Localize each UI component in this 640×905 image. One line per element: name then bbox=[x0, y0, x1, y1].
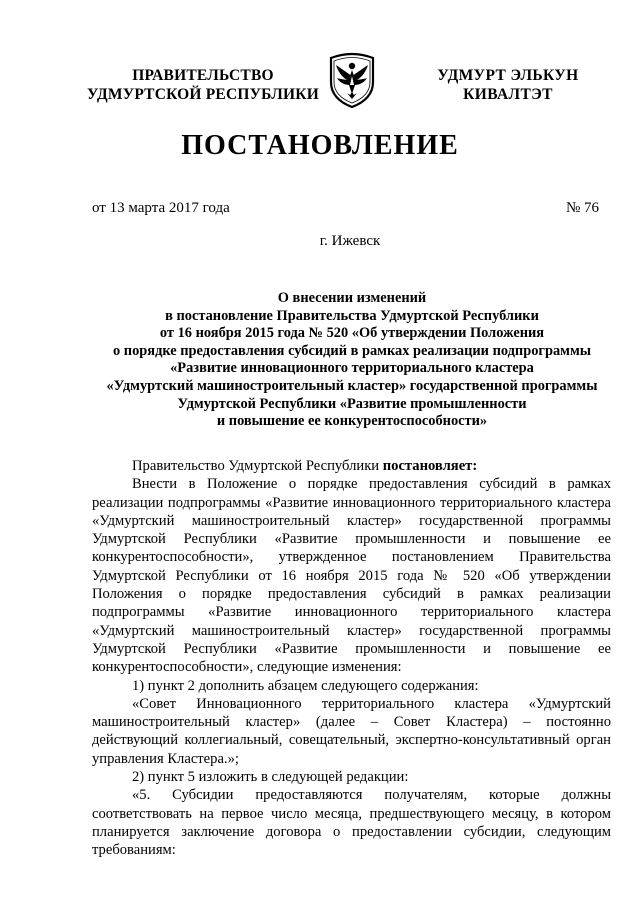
document-body bbox=[92, 457, 611, 860]
header-right-line2: КИВАЛТЭТ bbox=[463, 86, 553, 103]
subject-line: «Удмуртский машиностроительный кластер» государственной программы bbox=[106, 377, 598, 394]
document-subject bbox=[60, 290, 640, 431]
header-left-line2: УДМУРТСКОЙ РЕСПУБЛИКИ bbox=[87, 86, 319, 103]
subject-line: Удмуртской Республики «Развитие промышленности bbox=[177, 395, 527, 412]
document-date: от 13 марта 2017 года bbox=[92, 200, 230, 216]
header-left-line1: ПРАВИТЕЛЬСТВО bbox=[132, 67, 274, 84]
body-intro bbox=[92, 457, 611, 475]
subject-line: О внесении изменений bbox=[277, 290, 427, 306]
header-right-line1: УДМУРТ ЭЛЬКУН bbox=[437, 67, 579, 84]
document-city: г. Ижевск bbox=[319, 233, 381, 249]
body-paragraph: 2) пункт 5 изложить в следующей редакции: bbox=[132, 769, 409, 786]
body-paragraph: 1) пункт 2 дополнить абзацем следующего содержания: bbox=[132, 677, 479, 694]
header-right bbox=[424, 66, 592, 104]
subject-line: от 16 ноября 2015 года № 520 «Об утверждении Положения bbox=[159, 325, 545, 342]
subject-line: и повышение ее конкурентоспособности» bbox=[216, 413, 488, 430]
coat-of-arms-icon bbox=[327, 52, 377, 108]
document-number: № 76 bbox=[565, 200, 599, 216]
header-left bbox=[85, 66, 321, 104]
body-paragraph: Внести в Положение о порядке предоставления субсидий в рамках реализации подпрограммы «Развитие инновационного территориального кластера «Удмуртский машиностроительный кластер» государственной программы Удмуртской Республики «Развитие промышленности и повышение ее конкурентоспособности», утвержденное постановлением Правительства Удмуртской Республики от 16 ноября 2015 года № 520 «Об утверждении Положения о порядке предоставления субсидий в рамках реализации подпрограммы «Развитие инновационного территориального кластера «Удмуртский машиностроительный кластер» государственной программы Удмуртской Республики «Развитие промышленности и повышение ее конкурентоспособности», следующие изменения: bbox=[92, 476, 611, 676]
body-paragraph: «Совет Инновационного территориального кластера «Удмуртский машиностроительный кластер» (далее – Совет Кластера) – постоянно действующий коллегиальный, совещательный, экспертно-консультативный орган управления Кластера.»; bbox=[92, 695, 611, 767]
intro-resolves: постановляет: bbox=[382, 458, 478, 474]
subject-line: «Развитие инновационного территориального кластера bbox=[170, 360, 534, 377]
subject-line: о порядке предоставления субсидий в рамках реализации подпрограммы bbox=[113, 342, 591, 359]
subject-line: в постановление Правительства Удмуртской Республики bbox=[165, 307, 539, 324]
body-paragraph: «5. Субсидии предоставляются получателям, которые должны соответствовать на первое число месяца, предшествующего месяцу, в котором планируется заключение договора о предоставлении субсидии, следующим требованиям: bbox=[92, 787, 611, 859]
document-title: ПОСТАНОВЛЕНИЕ bbox=[181, 130, 459, 161]
intro-text: Правительство Удмуртской Республики bbox=[132, 458, 383, 474]
